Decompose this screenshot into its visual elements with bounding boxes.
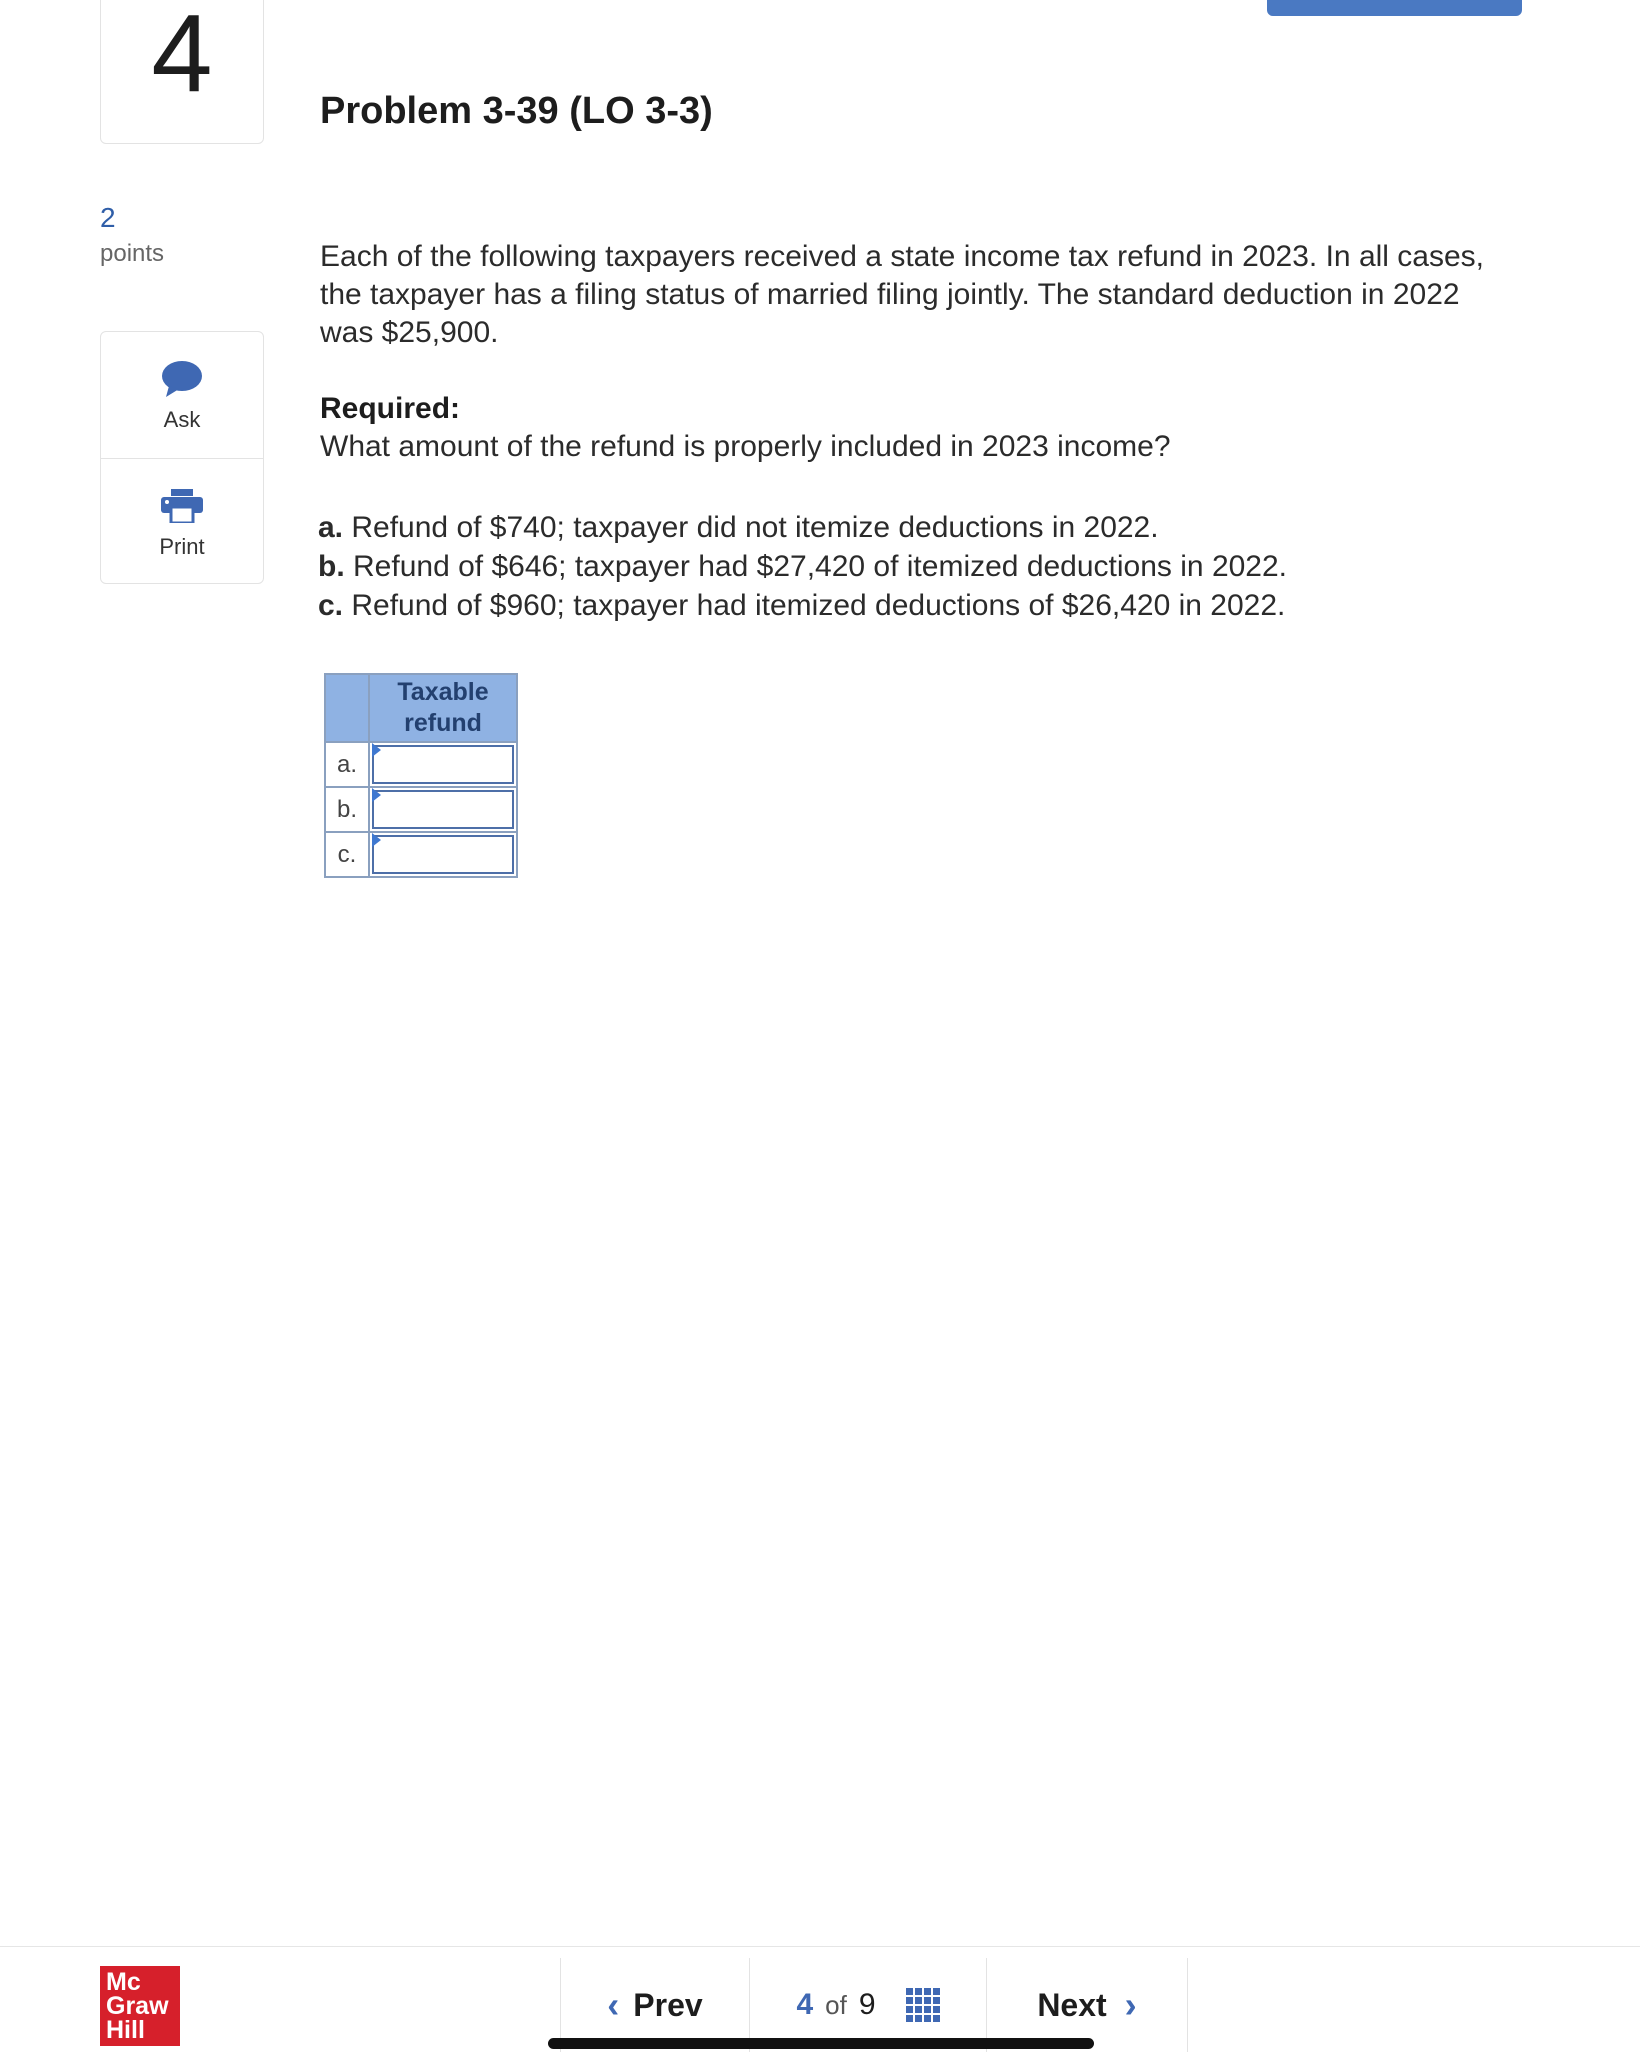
row-label: c. xyxy=(325,832,369,877)
printer-icon xyxy=(161,484,203,528)
cell-marker-icon xyxy=(372,743,381,757)
cell-marker-icon xyxy=(372,833,381,847)
row-label: b. xyxy=(325,787,369,832)
required-question: What amount of the refund is properly included in 2023 income? xyxy=(320,430,1171,463)
answer-cell xyxy=(369,787,517,832)
logo-line-2: Graw xyxy=(106,1992,169,2020)
mcgraw-hill-logo xyxy=(100,1966,180,2046)
total-pages: 9 xyxy=(858,1988,876,2021)
item-text: Refund of $740; taxpayer did not itemize deductions in 2022. xyxy=(351,511,1159,544)
table-corner-cell xyxy=(325,674,369,742)
item-letter: c. xyxy=(318,589,344,622)
next-label: Next xyxy=(1037,1986,1107,2023)
problem-intro: Each of the following taxpayers received a state income tax refund in 2023. In all cases, the taxpayer has a filing status of married filing jointly. The standard deduction in 2022 was $25,900. xyxy=(320,240,1484,349)
list-item xyxy=(318,547,1287,586)
chevron-right-icon: › xyxy=(1124,1984,1137,2025)
points-label: points xyxy=(100,240,165,267)
header-line-1: Taxable xyxy=(397,678,489,706)
item-letter: b. xyxy=(318,550,345,583)
problem-items xyxy=(318,508,1287,625)
table-row xyxy=(325,832,517,877)
logo-line-3: Hill xyxy=(106,2016,145,2044)
header-line-2: refund xyxy=(404,709,482,737)
table-row xyxy=(325,787,517,832)
answer-cell xyxy=(369,832,517,877)
prev-label: Prev xyxy=(633,1986,703,2023)
item-text: Refund of $646; taxpayer had $27,420 of itemized deductions in 2022. xyxy=(353,550,1288,583)
row-label: a. xyxy=(325,742,369,787)
ask-button[interactable] xyxy=(101,332,263,458)
item-text: Refund of $960; taxpayer had itemized deductions of $26,420 in 2022. xyxy=(351,589,1286,622)
required-heading: Required: xyxy=(320,392,461,425)
logo-line-1: Mc xyxy=(106,1968,141,1996)
cell-marker-icon xyxy=(372,788,381,802)
answer-input-c[interactable] xyxy=(372,835,514,874)
top-action-button[interactable] xyxy=(1267,0,1522,16)
tools-panel xyxy=(100,331,264,584)
chevron-left-icon: ‹ xyxy=(607,1984,620,2025)
print-button[interactable] xyxy=(101,458,263,585)
ask-label: Ask xyxy=(163,407,201,432)
question-number-card xyxy=(100,0,264,144)
answer-input-a[interactable] xyxy=(372,745,514,784)
of-label: of xyxy=(825,1989,847,2020)
footer-divider xyxy=(0,1946,1640,1947)
print-label: Print xyxy=(159,534,205,559)
table-header-row xyxy=(325,674,517,742)
question-number: 4 xyxy=(151,0,213,115)
taxable-refund-header xyxy=(369,674,517,742)
table-row xyxy=(325,742,517,787)
points-value: 2 xyxy=(100,202,116,233)
answer-table xyxy=(324,673,518,878)
home-indicator xyxy=(548,2038,1094,2049)
current-page: 4 xyxy=(796,1988,814,2021)
nav-divider xyxy=(1187,1958,1188,2052)
problem-title: Problem 3-39 (LO 3-3) xyxy=(320,90,713,132)
list-item xyxy=(318,508,1287,547)
answer-input-b[interactable] xyxy=(372,790,514,829)
speech-bubble-icon xyxy=(161,357,203,401)
item-letter: a. xyxy=(318,511,344,544)
answer-cell xyxy=(369,742,517,787)
grid-icon[interactable] xyxy=(906,1988,940,2022)
list-item xyxy=(318,586,1287,625)
